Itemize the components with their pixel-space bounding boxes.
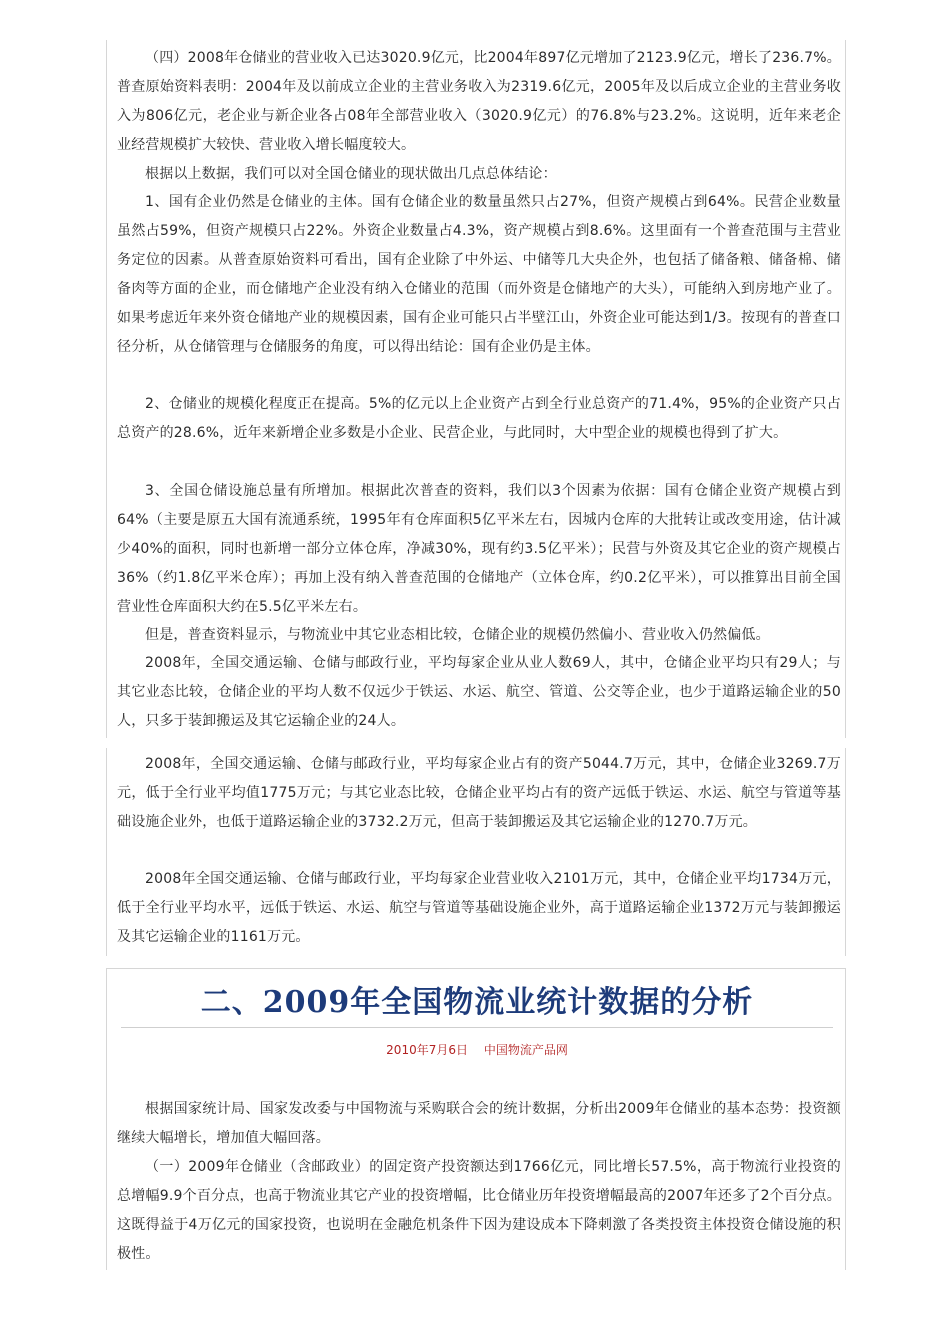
paragraph-2009-overview: 根据国家统计局、国家发改委与中国物流与采购联合会的统计数据，分析出2009年仓储业的基本态势：投资额继续大幅增长，增加值大幅回落。 [117, 1101, 841, 1146]
report-section-warehousing-status [106, 40, 846, 738]
article-title: 二、2009年全国物流业统计数据的分析 [200, 985, 754, 1020]
article-source: 中国物流产品网 [483, 1043, 568, 1057]
paragraph-conclusion-3: 3、全国仓储设施总量有所增加。根据此次普查的资料，我们以3个因素为依据：国有仓储企业资产规模占到64%（主要是原五大国有流通系统，1995年有仓库面积5亿平米左右，因城内仓库的大批转让或改变用途，估计减少40%的面积，同时也新增一部分立体仓库，净减30%，现有约3.5亿平米）；民营与外资及其它企业的资产规模占36%（约1.8亿平米仓库）；再加上没有纳入普查范围的仓储地产（立体仓库，约0.2亿平米），可以推算出目前全国营业性仓库面积大约在5.5亿平米左右。 [117, 483, 841, 615]
article-date: 2010年7月6日 [386, 1043, 468, 1057]
article-byline [107, 1041, 847, 1058]
paragraph-assets-2008: 2008年，全国交通运输、仓储与邮政行业，平均每家企业占有的资产5044.7万元，其中，仓储企业3269.7万元，低于全行业平均值1775万元；与其它业态比较，仓储企业平均占有的资产远低于铁运、水运、航空与管道等基础设施企业外，也低于道路运输企业的3732.2万元，但高于装卸搬运及其它运输企业的1270.7万元。 [117, 756, 841, 830]
paragraph-scale-small: 但是，普查资料显示，与物流业中其它业态相比较，仓储企业的规模仍然偏小、营业收入仍然偏低。 [145, 627, 770, 643]
article-2009-analysis [106, 968, 846, 1270]
paragraph-revenue-2008: （四）2008年仓储业的营业收入已达3020.9亿元，比2004年897亿元增加了2123.9亿元，增长了236.7%。普查原始资料表明：2004年及以前成立企业的主营业务收入为2319.6亿元，2005年及以后成立企业的主营业务收入为806亿元，老企业与新企业各占08年全部营业收入（3020.9亿元）的76.8%与23.2%。这说明，近年来老企业经营规模扩大较快、营业收入增长幅度较大。 [117, 50, 841, 153]
paragraph-conclusion-2: 2、仓储业的规模化程度正在提高。5%的亿元以上企业资产占到全行业总资产的71.4%，95%的企业资产只占总资产的28.6%，近年来新增企业多数是小企业、民营企业，与此同时，大中型企业的规模也得到了扩大。 [117, 396, 841, 441]
paragraph-2009-investment: （一）2009年仓储业（含邮政业）的固定资产投资额达到1766亿元，同比增长57.5%，高于物流行业投资的总增幅9.9个百分点，也高于物流业其它产业的投资增幅，比仓储业历年投资增幅最高的2007年还多了2个百分点。这既得益于4万亿元的国家投资，也说明在金融危机条件下因为建设成本下降刺激了各类投资主体投资仓储设施的积极性。 [117, 1159, 841, 1262]
paragraph-employees-2008: 2008年，全国交通运输、仓储与邮政行业，平均每家企业从业人数69人，其中，仓储企业平均只有29人；与其它业态比较，仓储企业的平均人数不仅远少于铁运、水运、航空、管道、公交等企业，也少于道路运输企业的50人，只多于装卸搬运及其它运输企业的24人。 [117, 655, 841, 729]
paragraph-conclusion-1: 1、国有企业仍然是仓储业的主体。国有仓储企业的数量虽然只占27%，但资产规模占到64%。民营企业数量虽然占59%，但资产规模只占22%。外资企业数量占4.3%，资产规模占到8.6%。这里面有一个普查范围与主营业务定位的因素。从普查原始资料可看出，国有企业除了中外运、中储等几大央企外，也包括了储备粮、储备棉、储备肉等方面的企业，而仓储地产企业没有纳入仓储业的范围（而外资是仓储地产的大头），可能纳入到房地产业了。如果考虑近年来外资仓储地产业的规模因素，国有企业可能只占半壁江山，外资企业可能达到1/3。按现有的普查口径分析，从仓储管理与仓储服务的角度，可以得出结论：国有企业仍是主体。 [117, 194, 841, 355]
paragraph-conclusion-intro: 根据以上数据，我们可以对全国仓储业的现状做出几点总体结论： [145, 166, 557, 182]
title-divider [121, 1027, 833, 1028]
paragraph-revenue-per-enterprise: 2008年全国交通运输、仓储与邮政行业，平均每家企业营业收入2101万元，其中，仓储企业平均1734万元，低于全行业平均水平，远低于铁运、水运、航空与管道等基础设施企业外，高于道路运输企业1372万元与装卸搬运及其它运输企业的1161万元。 [117, 871, 841, 945]
report-section-assets-revenue [106, 748, 846, 956]
